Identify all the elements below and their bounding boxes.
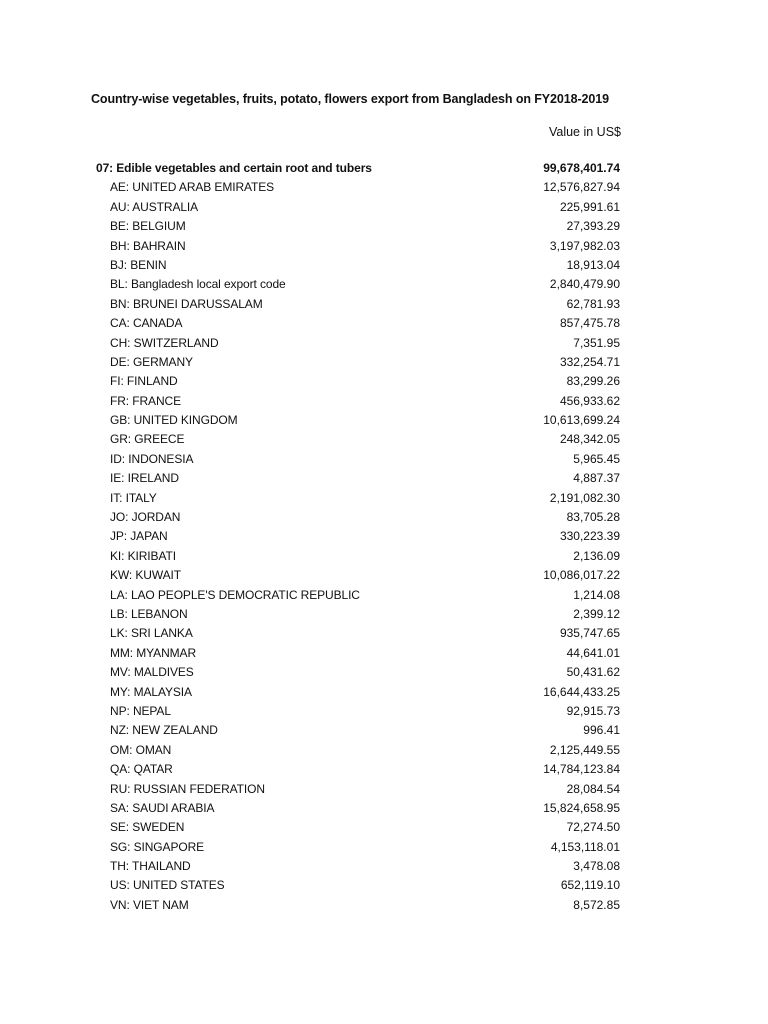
export-value: 72,274.50	[566, 820, 620, 835]
table-row	[0, 489, 768, 508]
table-row	[0, 217, 768, 236]
country-name: SG: SINGAPORE	[110, 839, 205, 854]
country-name: KI: KIRIBATI	[110, 548, 176, 563]
country-name: BH: BAHRAIN	[110, 238, 186, 253]
country-name: BJ: BENIN	[110, 257, 167, 272]
country-name: CH: SWITZERLAND	[110, 335, 219, 350]
table-row	[0, 624, 768, 643]
country-name: OM: OMAN	[110, 742, 172, 757]
country-name: FR: FRANCE	[110, 393, 182, 408]
country-name: US: UNITED STATES	[110, 878, 225, 893]
export-value: 92,915.73	[566, 703, 620, 718]
country-name: AE: UNITED ARAB EMIRATES	[110, 180, 275, 195]
table-row	[0, 566, 768, 585]
export-value: 10,086,017.22	[543, 568, 620, 583]
table-row	[0, 411, 768, 430]
country-name: BL: Bangladesh local export code	[110, 277, 286, 292]
country-name: TH: THAILAND	[110, 859, 191, 874]
table-row	[0, 683, 768, 702]
export-value: 44,641.01	[566, 645, 620, 660]
country-name: LB: LEBANON	[110, 606, 188, 621]
table-row	[0, 198, 768, 217]
table-row	[0, 760, 768, 779]
table-row	[0, 586, 768, 605]
table-row	[0, 372, 768, 391]
table-row	[0, 314, 768, 333]
export-value: 28,084.54	[566, 781, 620, 796]
country-name: KW: KUWAIT	[110, 568, 182, 583]
section-name: 07: Edible vegetables and certain root and tubers	[96, 161, 372, 175]
country-name: VN: VIET NAM	[110, 897, 189, 912]
export-value: 5,965.45	[573, 451, 620, 466]
export-value: 935,747.65	[559, 626, 620, 641]
export-value: 3,197,982.03	[549, 238, 620, 253]
country-name: MV: MALDIVES	[110, 665, 194, 680]
country-name: MY: MALAYSIA	[110, 684, 192, 699]
country-name: SE: SWEDEN	[110, 820, 185, 835]
table-row	[0, 178, 768, 197]
country-name: GB: UNITED KINGDOM	[110, 413, 238, 428]
country-name: ID: INDONESIA	[110, 451, 194, 466]
country-name: NZ: NEW ZEALAND	[110, 723, 218, 738]
table-row	[0, 334, 768, 353]
country-name: LA: LAO PEOPLE'S DEMOCRATIC REPUBLIC	[110, 587, 360, 602]
country-name: JO: JORDAN	[110, 510, 181, 525]
country-name: FI: FINLAND	[110, 374, 178, 389]
table-row	[0, 644, 768, 663]
table-row	[0, 527, 768, 546]
table-row	[0, 275, 768, 294]
table-row	[0, 741, 768, 760]
table-row	[0, 857, 768, 876]
export-value: 2,191,082.30	[549, 490, 620, 505]
table-row	[0, 818, 768, 837]
export-value: 8,572.85	[573, 897, 620, 912]
table-row	[0, 469, 768, 488]
table-row	[0, 721, 768, 740]
country-name: JP: JAPAN	[110, 529, 168, 544]
export-value: 16,644,433.25	[543, 684, 620, 699]
export-value: 18,913.04	[566, 257, 620, 272]
export-value: 27,393.29	[566, 219, 620, 234]
country-name: AU: AUSTRALIA	[110, 199, 199, 214]
export-value: 2,125,449.55	[549, 742, 620, 757]
table-row	[0, 508, 768, 527]
country-name: QA: QATAR	[110, 762, 173, 777]
export-value: 62,781.93	[566, 296, 620, 311]
export-value: 83,705.28	[566, 510, 620, 525]
country-name: BE: BELGIUM	[110, 219, 186, 234]
export-value: 4,887.37	[573, 471, 620, 486]
export-value: 10,613,699.24	[543, 413, 620, 428]
export-value: 15,824,658.95	[543, 800, 620, 815]
table-row	[0, 702, 768, 721]
country-name: CA: CANADA	[110, 316, 183, 331]
country-name: SA: SAUDI ARABIA	[110, 800, 215, 815]
export-value: 225,991.61	[559, 199, 620, 214]
country-name: RU: RUSSIAN FEDERATION	[110, 781, 265, 796]
country-name: LK: SRI LANKA	[110, 626, 193, 641]
export-value: 857,475.78	[559, 316, 620, 331]
table-row	[0, 547, 768, 566]
table-row	[0, 799, 768, 818]
export-value: 83,299.26	[566, 374, 620, 389]
section-total: 99,678,401.74	[543, 161, 620, 175]
export-value: 996.41	[583, 723, 620, 738]
country-name: IE: IRELAND	[110, 471, 179, 486]
export-table	[0, 159, 768, 915]
export-value: 652,119.10	[560, 878, 620, 893]
export-value: 456,933.62	[559, 393, 620, 408]
export-value: 14,784,123.84	[543, 762, 620, 777]
export-value: 2,840,479.90	[549, 277, 620, 292]
export-value: 12,576,827.94	[543, 180, 620, 195]
country-name: NP: NEPAL	[110, 703, 171, 718]
table-row	[0, 663, 768, 682]
table-row	[0, 392, 768, 411]
country-name: BN: BRUNEI DARUSSALAM	[110, 296, 263, 311]
table-row	[0, 237, 768, 256]
section-row	[0, 159, 768, 178]
export-value: 50,431.62	[566, 665, 620, 680]
country-name: DE: GERMANY	[110, 354, 193, 369]
table-row	[0, 450, 768, 469]
table-row	[0, 838, 768, 857]
export-value: 1,214.08	[573, 587, 620, 602]
export-value: 3,478.08	[573, 859, 620, 874]
table-row	[0, 896, 768, 915]
export-value: 248,342.05	[559, 432, 620, 447]
export-value: 2,399.12	[573, 606, 620, 621]
table-row	[0, 353, 768, 372]
export-value: 332,254.71	[559, 354, 620, 369]
export-value: 7,351.95	[573, 335, 620, 350]
unit-label: Value in US$	[548, 125, 621, 139]
export-value: 330,223.39	[559, 529, 620, 544]
table-row	[0, 295, 768, 314]
table-row	[0, 780, 768, 799]
country-name: GR: GREECE	[110, 432, 185, 447]
table-row	[0, 876, 768, 895]
country-name: IT: ITALY	[110, 490, 157, 505]
table-row	[0, 256, 768, 275]
table-row	[0, 430, 768, 449]
document-title: Country-wise vegetables, fruits, potato, flowers export from Bangladesh on FY2018-2019	[91, 92, 609, 106]
country-name: MM: MYANMAR	[110, 645, 197, 660]
export-value: 4,153,118.01	[550, 839, 620, 854]
table-row	[0, 605, 768, 624]
export-value: 2,136.09	[573, 548, 620, 563]
